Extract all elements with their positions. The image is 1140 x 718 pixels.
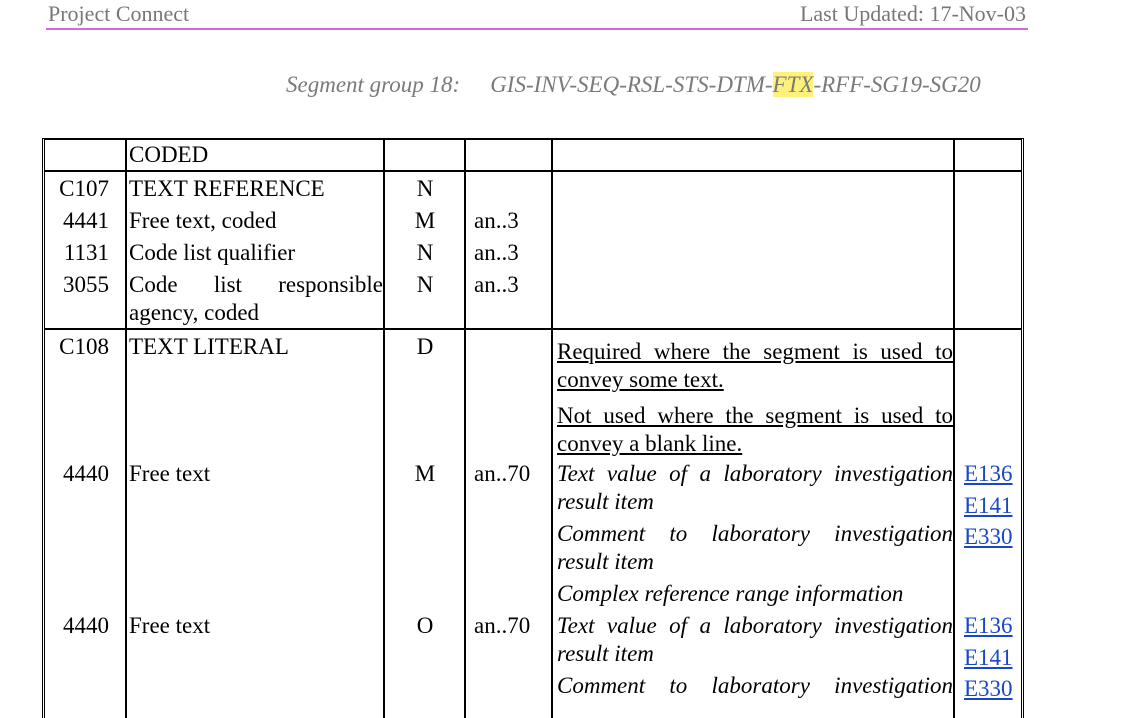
- page-header: [46, 0, 1028, 30]
- segment-group-heading: [286, 72, 981, 98]
- row-c107-status: N: [416, 176, 434, 201]
- row-4440b-code: 4440: [63, 613, 109, 638]
- column-divider: [383, 140, 385, 718]
- row-3055-code: 3055: [63, 272, 109, 297]
- row-4441-code: 4441: [63, 208, 109, 233]
- row-4440a-code: 4440: [63, 461, 109, 486]
- row-1131-format: an..3: [474, 240, 519, 265]
- row-4440a-note: Comment to laboratory investigation: [557, 521, 953, 546]
- row-4440b-status: O: [416, 613, 434, 638]
- row-coded-name: CODED: [129, 142, 209, 167]
- row-4441-status: M: [414, 208, 436, 233]
- row-4440b-note: Text value of a laboratory investigation: [557, 613, 953, 638]
- row-4440a-note: result item: [557, 549, 654, 574]
- row-3055-format: an..3: [474, 272, 519, 297]
- row-1131-code: 1131: [63, 240, 109, 265]
- row-divider: [45, 170, 1021, 172]
- row-c108-note1-line2: convey some text.: [557, 367, 724, 392]
- segment-path-suffix: -RFF-SG19-SG20: [813, 72, 981, 97]
- row-4440b-name: Free text: [129, 613, 211, 638]
- row-c108-note2-line1: Not used where the segment is used to: [557, 403, 953, 428]
- row-4440a-format: an..70: [474, 461, 531, 486]
- column-divider: [953, 140, 955, 718]
- row-c107-code: C107: [59, 176, 109, 201]
- row-4440b-note: Comment to laboratory investigation: [557, 673, 953, 698]
- row-4440a-note: Complex reference range information: [557, 581, 904, 606]
- error-ref-link[interactable]: E136: [964, 613, 1013, 638]
- row-divider: [45, 328, 1021, 330]
- segment-group-label: Segment group 18:: [286, 72, 461, 97]
- column-divider: [125, 140, 127, 718]
- segment-path-highlight: FTX: [772, 72, 814, 97]
- row-4440a-note: Text value of a laboratory investigation: [557, 461, 953, 486]
- row-c108-note1-line1: Required where the segment is used to: [557, 339, 953, 364]
- row-4440b-note: result item: [557, 641, 654, 666]
- last-updated: Last Updated: 17-Nov-03: [799, 1, 1026, 26]
- segment-table: [42, 138, 1024, 718]
- row-4440b-format: an..70: [474, 613, 531, 638]
- row-4440a-name: Free text: [129, 461, 211, 486]
- segment-path-prefix: GIS-INV-SEQ-RSL-STS-DTM-: [490, 72, 773, 97]
- row-3055-name-line1: Code list responsible: [129, 272, 383, 297]
- row-c107-name: TEXT REFERENCE: [129, 176, 325, 201]
- column-divider: [464, 140, 466, 718]
- row-1131-name: Code list qualifier: [129, 240, 296, 265]
- row-3055-status: N: [416, 272, 434, 297]
- error-ref-link[interactable]: E136: [964, 461, 1013, 486]
- error-ref-link[interactable]: E141: [964, 493, 1013, 518]
- error-ref-link[interactable]: E141: [964, 645, 1013, 670]
- row-c108-name: TEXT LITERAL: [129, 334, 289, 359]
- row-4441-name: Free text, coded: [129, 208, 277, 233]
- row-4441-format: an..3: [474, 208, 519, 233]
- row-c108-note2-line2: convey a blank line.: [557, 431, 743, 456]
- row-4440a-status: M: [414, 461, 436, 486]
- app-title: Project Connect: [48, 1, 190, 26]
- column-divider: [551, 140, 553, 718]
- row-4440a-note: result item: [557, 489, 654, 514]
- row-c108-code: C108: [59, 334, 109, 359]
- error-ref-link[interactable]: E330: [964, 524, 1013, 549]
- row-3055-name-line2: agency, coded: [129, 300, 260, 325]
- error-ref-link[interactable]: E330: [964, 676, 1013, 701]
- row-1131-status: N: [416, 240, 434, 265]
- row-c108-status: D: [416, 334, 434, 359]
